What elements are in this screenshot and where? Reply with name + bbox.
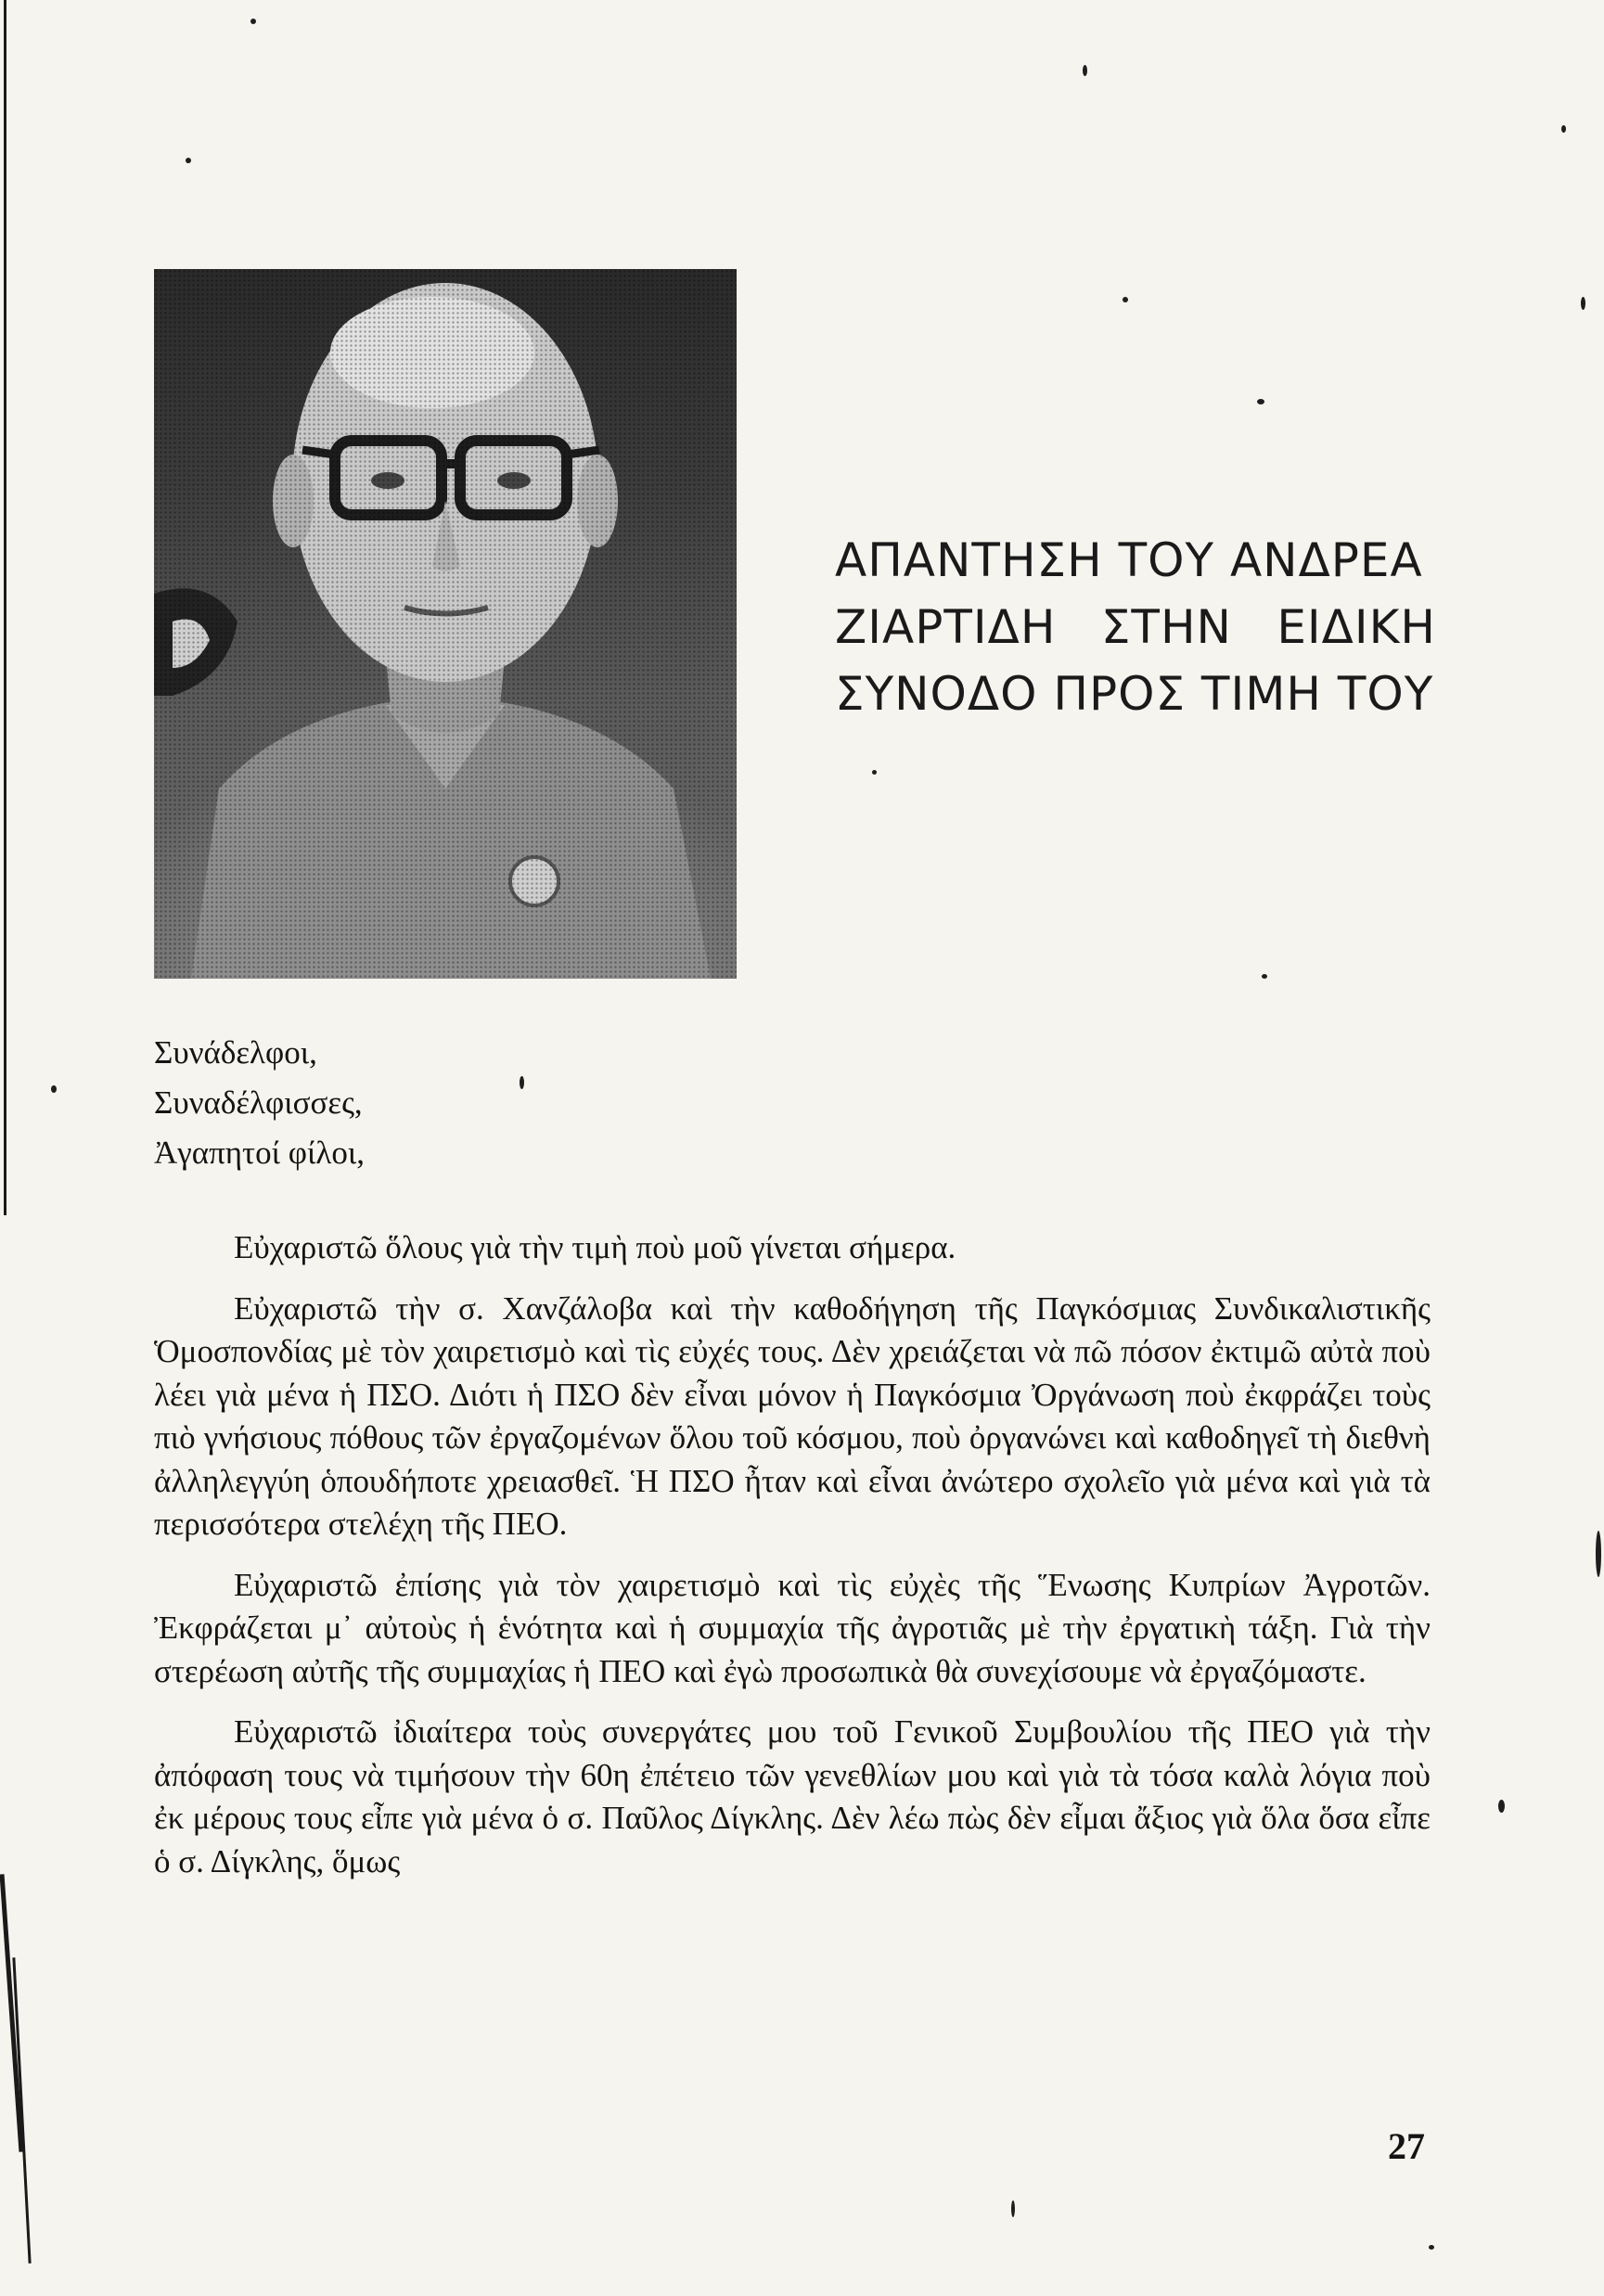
page-number: 27	[1388, 2125, 1425, 2167]
scan-speck	[250, 19, 256, 24]
salutation-line: Συνάδελφοι,	[154, 1034, 317, 1071]
title-word: ΖΙΑΡΤΙΔΗ	[835, 600, 1057, 654]
title-line-1: ΑΠΑΝΤΗΣΗ ΤΟΥ ΑΝΔΡΕΑ	[835, 533, 1423, 587]
title-line-3: ΣΥΝΟΔΟ ΠΡΟΣ ΤΙΜΗ ΤΟΥ	[835, 667, 1434, 721]
title-word: ΣΤΗΝ	[1100, 600, 1232, 654]
salutation-line: Ἀγαπητοί φίλοι,	[154, 1135, 366, 1171]
salutation-block	[154, 1028, 365, 1178]
scan-speck	[520, 1076, 524, 1089]
scan-speck	[1123, 297, 1128, 302]
scan-speck	[51, 1085, 57, 1093]
article-title	[835, 527, 1438, 727]
paragraph: Εὐχαριστῶ τὴν σ. Χανζάλοβα καὶ τὴν καθοδήγηση τῆς Παγκόσμιας Συνδικαλιστικῆς Ὁμοσπονδίας μὲ τὸν χαιρετισμὸ καὶ τὶς εὐχές τους. Δὲν χρειάζεται νὰ πῶ πόσον ἐκτιμῶ αὐτὰ ποὺ λέει γιὰ μένα ἡ ΠΣΟ. Διότι ἡ ΠΣΟ δὲν εἶναι μόνον ἡ Παγκόσμια Ὀργάνωση ποὺ ἐκφράζει τοὺς πιὸ γνήσιους πόθους τῶν ἐργαζομένων ὅλου τοῦ κόσμου, ποὺ ὀργανώνει καὶ καθοδηγεῖ τὴ διεθνὴ ἀλληλεγγύη ὁπουδήποτε χρειασθεῖ. Ἡ ΠΣΟ ἦταν καὶ εἶναι ἀνώτερο σχολεῖο γιὰ μένα καὶ γιὰ τὰ περισσότερα στελέχη τῆς ΠΕΟ.	[154, 1289, 1431, 1542]
scan-edge-mark	[4, 0, 6, 1215]
portrait-photo	[154, 269, 737, 979]
portrait-illustration	[154, 269, 737, 979]
title-word: ΕΙΔΙΚΗ	[1277, 600, 1436, 654]
scan-speck	[872, 770, 877, 775]
scan-speck	[1596, 1531, 1601, 1577]
paragraph: Εὐχαριστῶ ἰδιαίτερα τοὺς συνεργάτες μου τοῦ Γενικοῦ Συμβουλίου τῆς ΠΕΟ γιὰ τὴν ἀπόφαση τους νὰ τιμήσουν τὴν 60η ἐπέτειο τῶν γενεθλίων μου καὶ γιὰ τὰ τόσα καλὰ λόγια ποὺ ἐκ μέρους τους εἶπε γιὰ μένα ὁ σ. Παῦλος Δίγκλης. Δὲν λέω πὼς δὲν εἶμαι ἄξιος γιὰ ὅλα ὅσα εἶπε ὁ σ. Δίγκλης, ὅμως	[154, 1713, 1431, 1879]
scan-speck	[1561, 125, 1566, 133]
body-text	[154, 1226, 1431, 1901]
paragraph: Εὐχαριστῶ ὅλους γιὰ τὴν τιμὴ ποὺ μοῦ γίνεται σήμερα.	[234, 1229, 956, 1265]
scan-speck	[1581, 297, 1585, 310]
paragraph: Εὐχαριστῶ ἐπίσης γιὰ τὸν χαιρετισμὸ καὶ τὶς εὐχὲς τῆς Ἕνωσης Κυπρίων Ἀγροτῶν. Ἐκφράζεται μ᾽ αὐτοὺς ἡ ἑνότητα καὶ ἡ συμμαχία τῆς ἀγροτιᾶς μὲ τὴν ἐργατικὴ τάξη. Γιὰ τὴν στερέωση αὐτῆς τῆς συμμαχίας ἡ ΠΕΟ καὶ ἐγὼ προσωπικὰ θὰ συνεχίσουμε νὰ ἐργαζόμαστε.	[154, 1566, 1431, 1689]
scan-speck	[1257, 399, 1264, 404]
scan-speck	[1429, 2245, 1434, 2250]
scan-speck	[1083, 65, 1087, 76]
scan-speck	[1011, 2200, 1015, 2217]
scan-speck	[1262, 974, 1267, 979]
salutation-line: Συναδέλφισσες,	[154, 1084, 363, 1121]
scan-speck	[186, 158, 191, 163]
title-line-2	[835, 594, 1436, 661]
scan-speck	[1498, 1800, 1505, 1813]
